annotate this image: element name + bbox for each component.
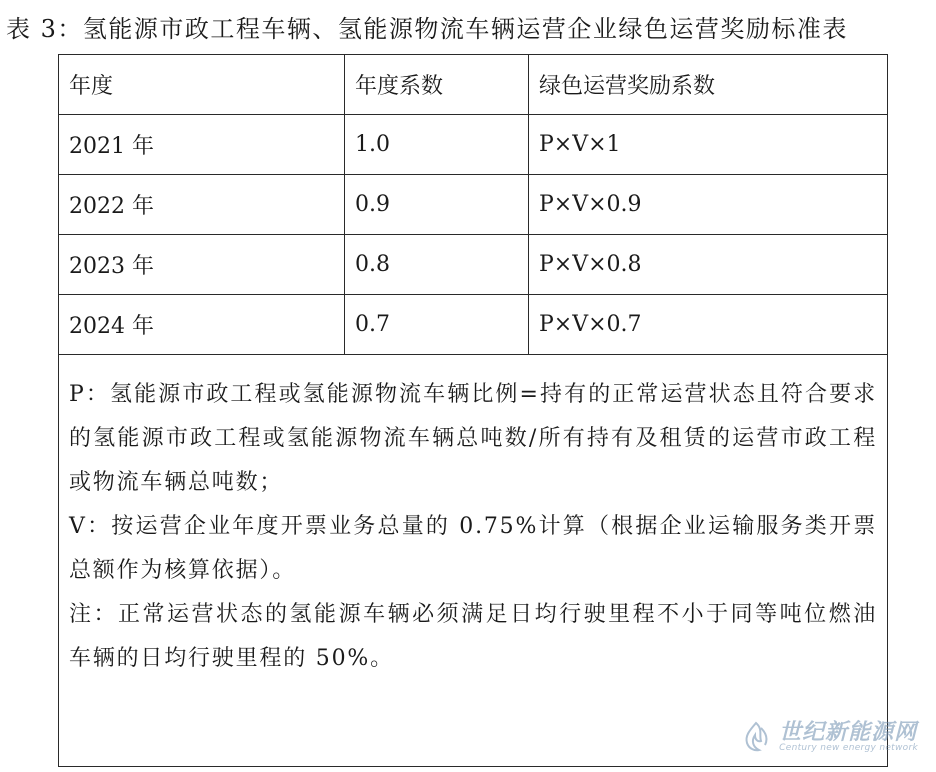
cell-year-coefficient: 0.9 (345, 175, 529, 234)
header-year-coefficient: 年度系数 (345, 55, 529, 114)
reward-standard-table (58, 54, 888, 767)
table-row (59, 295, 887, 355)
watermark (739, 720, 918, 754)
cell-year: 2021 年 (59, 115, 345, 174)
cell-year-coefficient: 0.7 (345, 295, 529, 354)
cell-reward-coefficient: P×V×0.7 (539, 312, 642, 337)
cell-year: 2022 年 (59, 175, 345, 234)
cell-year: 2023 年 (59, 235, 345, 294)
note-operating-condition: 注：正常运营状态的氢能源车辆必须满足日均行驶里程不小于同等吨位燃油车辆的日均行驶里程的 50%。 (69, 602, 877, 671)
flame-logo-icon (739, 720, 773, 754)
note-p-definition: P：氢能源市政工程或氢能源物流车辆比例=持有的正常运营状态且符合要求的氢能源市政工程或氢能源物流车辆总吨数/所有持有及租赁的运营市政工程或物流车辆总吨数； (69, 382, 877, 495)
cell-reward-coefficient: P×V×0.8 (539, 252, 642, 277)
note-v-definition: V：按运营企业年度开票业务总量的 0.75%计算（根据企业运输服务类开票总额作为核算依据）。 (69, 514, 877, 583)
cell-year-coefficient: 1.0 (345, 115, 529, 174)
table-row (59, 175, 887, 235)
cell-year-coefficient: 0.8 (345, 235, 529, 294)
cell-reward-coefficient: P×V×1 (539, 132, 621, 157)
header-reward-coefficient: 绿色运营奖励系数 (539, 74, 716, 99)
table-row (59, 235, 887, 295)
cell-reward-coefficient: P×V×0.9 (539, 192, 642, 217)
watermark-en: Century new energy network (779, 742, 918, 753)
cell-year: 2024 年 (59, 295, 345, 354)
table-row (59, 115, 887, 175)
notes-cell (59, 355, 887, 766)
watermark-cn: 世纪新能源网 (779, 719, 918, 745)
watermark-text (779, 719, 918, 753)
table-caption: 表 3：氢能源市政工程车辆、氢能源物流车辆运营企业绿色运营奖励标准表 (6, 15, 848, 43)
table-header-row (59, 55, 887, 115)
header-year: 年度 (59, 55, 345, 114)
